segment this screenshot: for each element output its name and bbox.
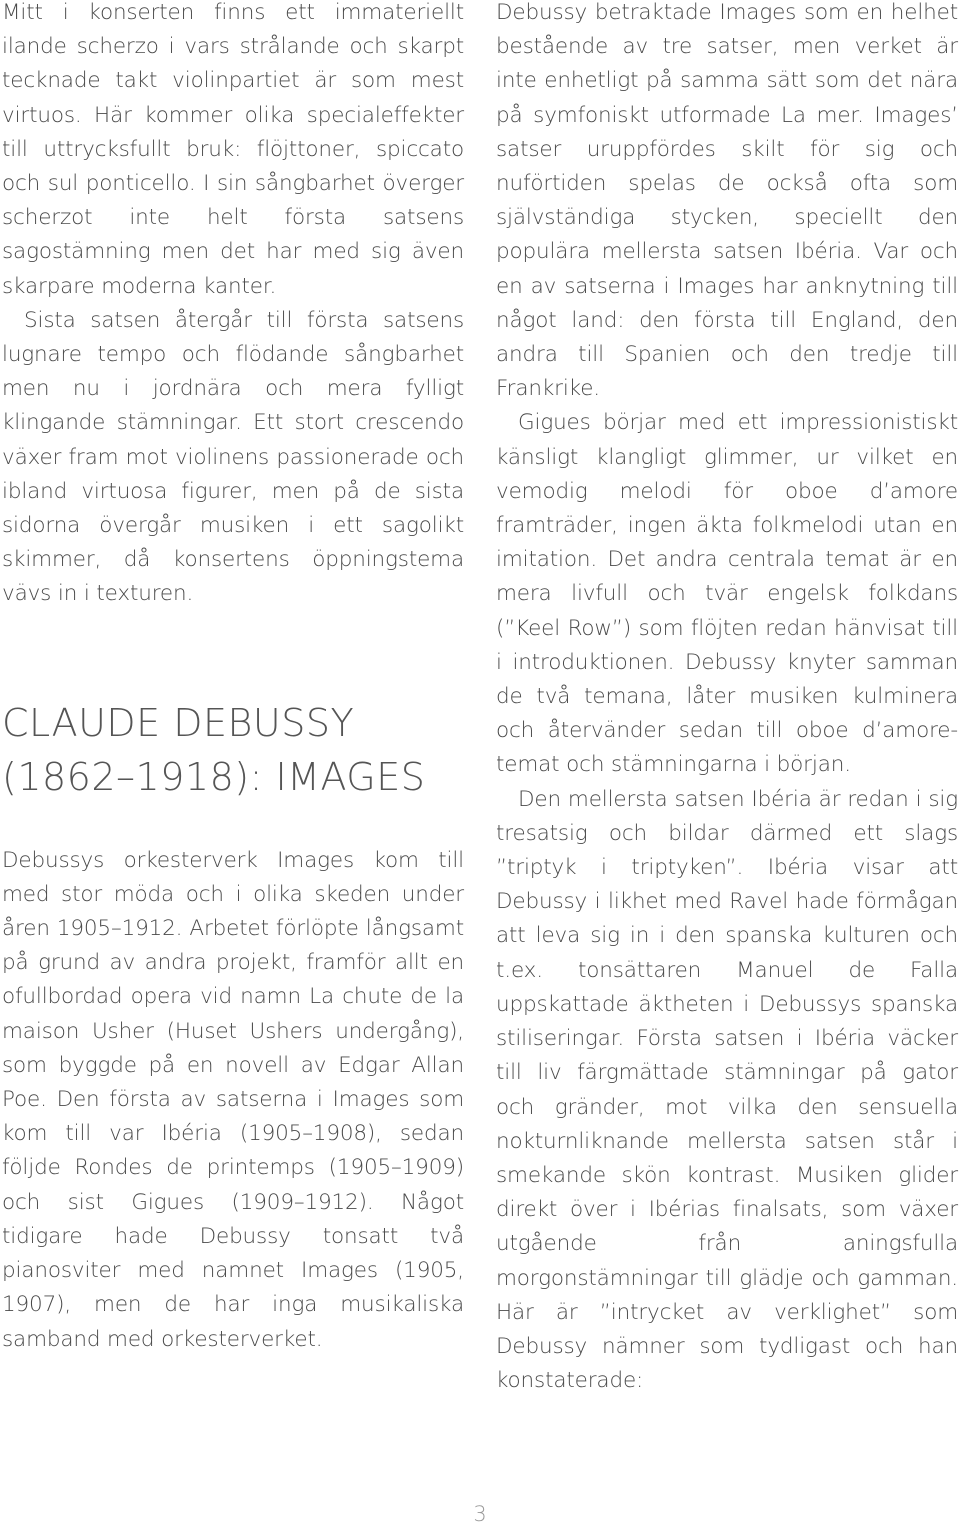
section-heading xyxy=(2,696,464,804)
left-column xyxy=(2,0,464,1357)
heading-line-title: CLAUDE DEBUSSY xyxy=(2,700,355,745)
page-number: 3 xyxy=(473,1502,487,1526)
body-paragraph: Debussy betraktade Images som en helhet bestående av tre satser, men verket är inte enhetligt på samma sätt som det nära på symfoniskt utformade La mer. Images’ satser uruppfördes skilt för sig och nuförtiden spelas de också ofta som självständiga stycken, speciellt den populära mellersta satsen Ibéria. Var och en av satserna i Images har anknytning till något land: den första till England, den andra till Spanien och den tredje till Frankrike. xyxy=(496,0,958,402)
heading-line-subtitle: (1862–1918): IMAGES xyxy=(2,754,426,799)
body-paragraph: Debussys orkesterverk Images kom till med stor möda och i olika skeden under åren 1905–1912. Arbetet förlöpte långsamt på grund av andra projekt, framför allt en ofullbordad opera vid namn La chute de la maison Usher (Huset Ushers undergång), som byggde på en novell av Edgar Allan Poe. Den första av satserna i Images som kom till var Ibéria (1905–1908), sedan följde Rondes de printemps (1905–1909) och sist Gigues (1909–1912). Något tidigare hade Debussy tonsatt två pianosviter med namnet Images (1905, 1907), men de har inga musikaliska samband med orkesterverket. xyxy=(2,847,464,1352)
body-paragraph: Sista satsen återgår till första satsens lugnare tempo och flödande sångbarhet men nu i jordnära och mera fylligt klingande stämningar. Ett stort crescendo växer fram mot violinens passionerade och ibland virtuosa figurer, men på de sista sidorna övergår musiken i ett sagolikt skimmer, då konsertens öppningstema vävs in i texturen. xyxy=(2,307,464,607)
body-paragraph: Mitt i konserten finns ett immateriellt ilande scherzo i vars strålande och skarpt tecknade takt violinpartiet är som mest virtuos. Här kommer olika specialeffekter till uttrycksfullt bruk: flöjttoner, spiccato och sul ponticello. I sin sångbarhet överger scherzot inte helt första satsens sagostämning men det har med sig även skarpare moderna kanter. xyxy=(2,0,464,299)
body-paragraph: Gigues börjar med ett impressionistiskt känsligt klangligt glimmer, ur vilket en vemodig melodi för oboe d’amore framträder, ingen äkta folkmelodi utan en imitation. Det andra centrala temat är en mera livfull och tvär engelsk folkdans (”Keel Row”) som flöjten redan hänvisat till i introduktionen. Debussy knyter samman de två temana, låter musiken kulminera och återvänder sedan till oboe d’amore-temat och stämningarna i början. xyxy=(496,410,958,778)
right-column xyxy=(496,0,958,1398)
body-paragraph: Den mellersta satsen Ibéria är redan i sig tresatsig och bildar därmed ett slags ”triptyk i triptyken”. Ibéria visar att Debussy i likhet med Ravel hade förmågan att leva sig in i den spanska kulturen och t.ex. tonsättaren Manuel de Falla uppskattade äktheten i Debussys spanska stiliseringar. Första satsen i Ibéria väcker till liv färgmättade stämningar på gator och gränder, mot vilka den sensuella nokturnliknande mellersta satsen står i smekande skön kontrast. Musiken glider direkt över i Ibérias finalsats, som växer utgående från aningsfulla morgonstämningar till glädje och gamman. Här är ”intrycket av verklighet” som Debussy nämner som tydligast och han konstaterade: xyxy=(496,786,958,1394)
